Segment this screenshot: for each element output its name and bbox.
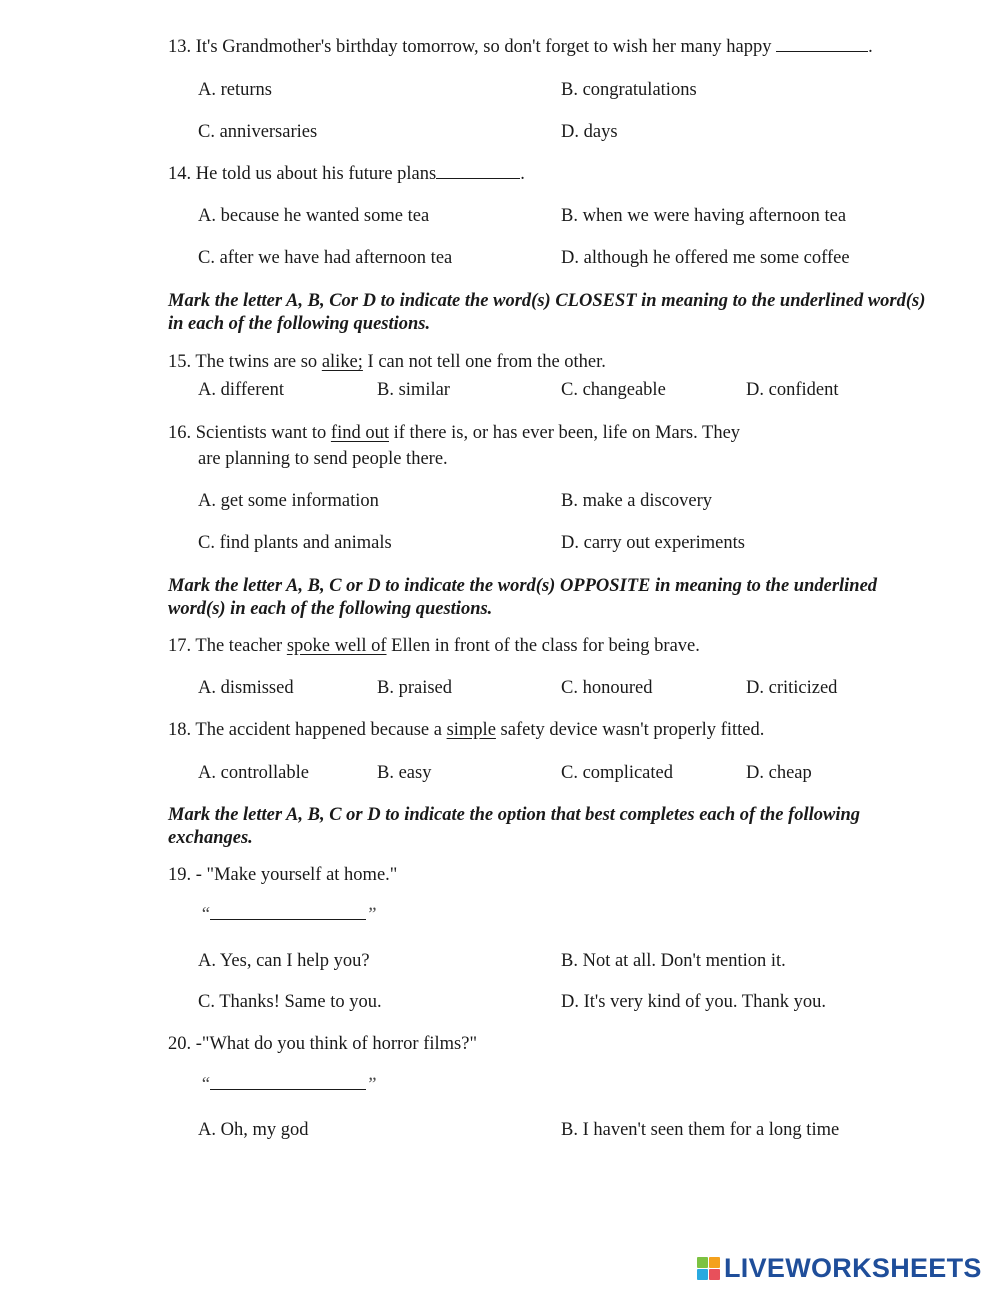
- option-b[interactable]: B. I haven't seen them for a long time: [561, 1120, 840, 1140]
- option-c[interactable]: C. find plants and animals: [198, 533, 392, 553]
- answer-blank[interactable]: [776, 37, 868, 52]
- option-a[interactable]: A. different: [198, 380, 284, 400]
- instruction-exchanges: Mark the letter A, B, C or D to indicate the option that best completes each of the following exchanges.: [168, 805, 861, 848]
- option-b[interactable]: B. Not at all. Don't mention it.: [561, 951, 786, 971]
- option-c[interactable]: C. honoured: [561, 678, 653, 698]
- logo-text: LIVEWORKSHEETS: [724, 1253, 982, 1283]
- underlined-word: simple: [446, 720, 496, 740]
- option-c[interactable]: C. complicated: [561, 763, 673, 783]
- option-c[interactable]: C. Thanks! Same to you.: [198, 992, 382, 1012]
- answer-blank[interactable]: [210, 1075, 366, 1090]
- response-line: “ ”: [200, 905, 377, 925]
- option-b[interactable]: B. make a discovery: [561, 491, 713, 511]
- liveworksheets-icon: [697, 1257, 720, 1280]
- option-d[interactable]: D. cheap: [746, 763, 812, 783]
- option-d[interactable]: D. although he offered me some coffee: [561, 248, 850, 268]
- option-d[interactable]: D. It's very kind of you. Thank you.: [561, 992, 827, 1012]
- option-c[interactable]: C. anniversaries: [198, 122, 318, 142]
- option-a[interactable]: A. get some information: [198, 491, 379, 511]
- instruction-closest: Mark the letter A, B, Cor D to indicate the word(s) CLOSEST in meaning to the underlined word(s) in each of the following questions.: [168, 291, 926, 334]
- option-b[interactable]: B. similar: [377, 380, 450, 400]
- question-16-stem: 16. Scientists want to find out if there is, or has ever been, life on Mars. They: [168, 423, 741, 443]
- option-a[interactable]: A. controllable: [198, 763, 309, 783]
- option-a[interactable]: A. Oh, my god: [198, 1120, 309, 1140]
- question-18-stem: 18. The accident happened because a simple safety device wasn't properly fitted.: [168, 720, 765, 740]
- response-line: “ ”: [200, 1075, 377, 1095]
- question-16-stem-line2: are planning to send people there.: [198, 449, 448, 469]
- option-c[interactable]: C. after we have had afternoon tea: [198, 248, 453, 268]
- option-b[interactable]: B. congratulations: [561, 80, 697, 100]
- underlined-word: alike;: [321, 352, 363, 372]
- option-c[interactable]: C. changeable: [561, 380, 666, 400]
- question-19-stem: 19. - "Make yourself at home.": [168, 865, 398, 885]
- option-a[interactable]: A. dismissed: [198, 678, 294, 698]
- question-13-stem: 13. It's Grandmother's birthday tomorrow, so don't forget to wish her many happy .: [168, 37, 873, 57]
- option-d[interactable]: D. confident: [746, 380, 839, 400]
- question-20-stem: 20. -"What do you think of horror films?": [168, 1034, 477, 1054]
- option-a[interactable]: A. returns: [198, 80, 272, 100]
- question-14-stem: 14. He told us about his future plans .: [168, 164, 525, 184]
- answer-blank[interactable]: [436, 164, 520, 179]
- liveworksheets-logo: [697, 1252, 982, 1284]
- option-b[interactable]: B. praised: [377, 678, 453, 698]
- underlined-word: spoke well of: [286, 636, 387, 656]
- option-b[interactable]: B. when we were having afternoon tea: [561, 206, 847, 226]
- question-17-stem: 17. The teacher spoke well of Ellen in front of the class for being brave.: [168, 636, 700, 656]
- question-15-stem: 15. The twins are so alike; I can not tell one from the other.: [168, 352, 606, 372]
- option-a[interactable]: A. Yes, can I help you?: [198, 951, 370, 971]
- option-d[interactable]: D. carry out experiments: [561, 533, 745, 553]
- option-b[interactable]: B. easy: [377, 763, 432, 783]
- option-d[interactable]: D. criticized: [746, 678, 838, 698]
- option-a[interactable]: A. because he wanted some tea: [198, 206, 430, 226]
- option-d[interactable]: D. days: [561, 122, 618, 142]
- underlined-word: find out: [330, 423, 389, 443]
- answer-blank[interactable]: [210, 905, 366, 920]
- instruction-opposite: Mark the letter A, B, C or D to indicate the word(s) OPPOSITE in meaning to the underlined word(s) in each of the following questions.: [168, 576, 878, 619]
